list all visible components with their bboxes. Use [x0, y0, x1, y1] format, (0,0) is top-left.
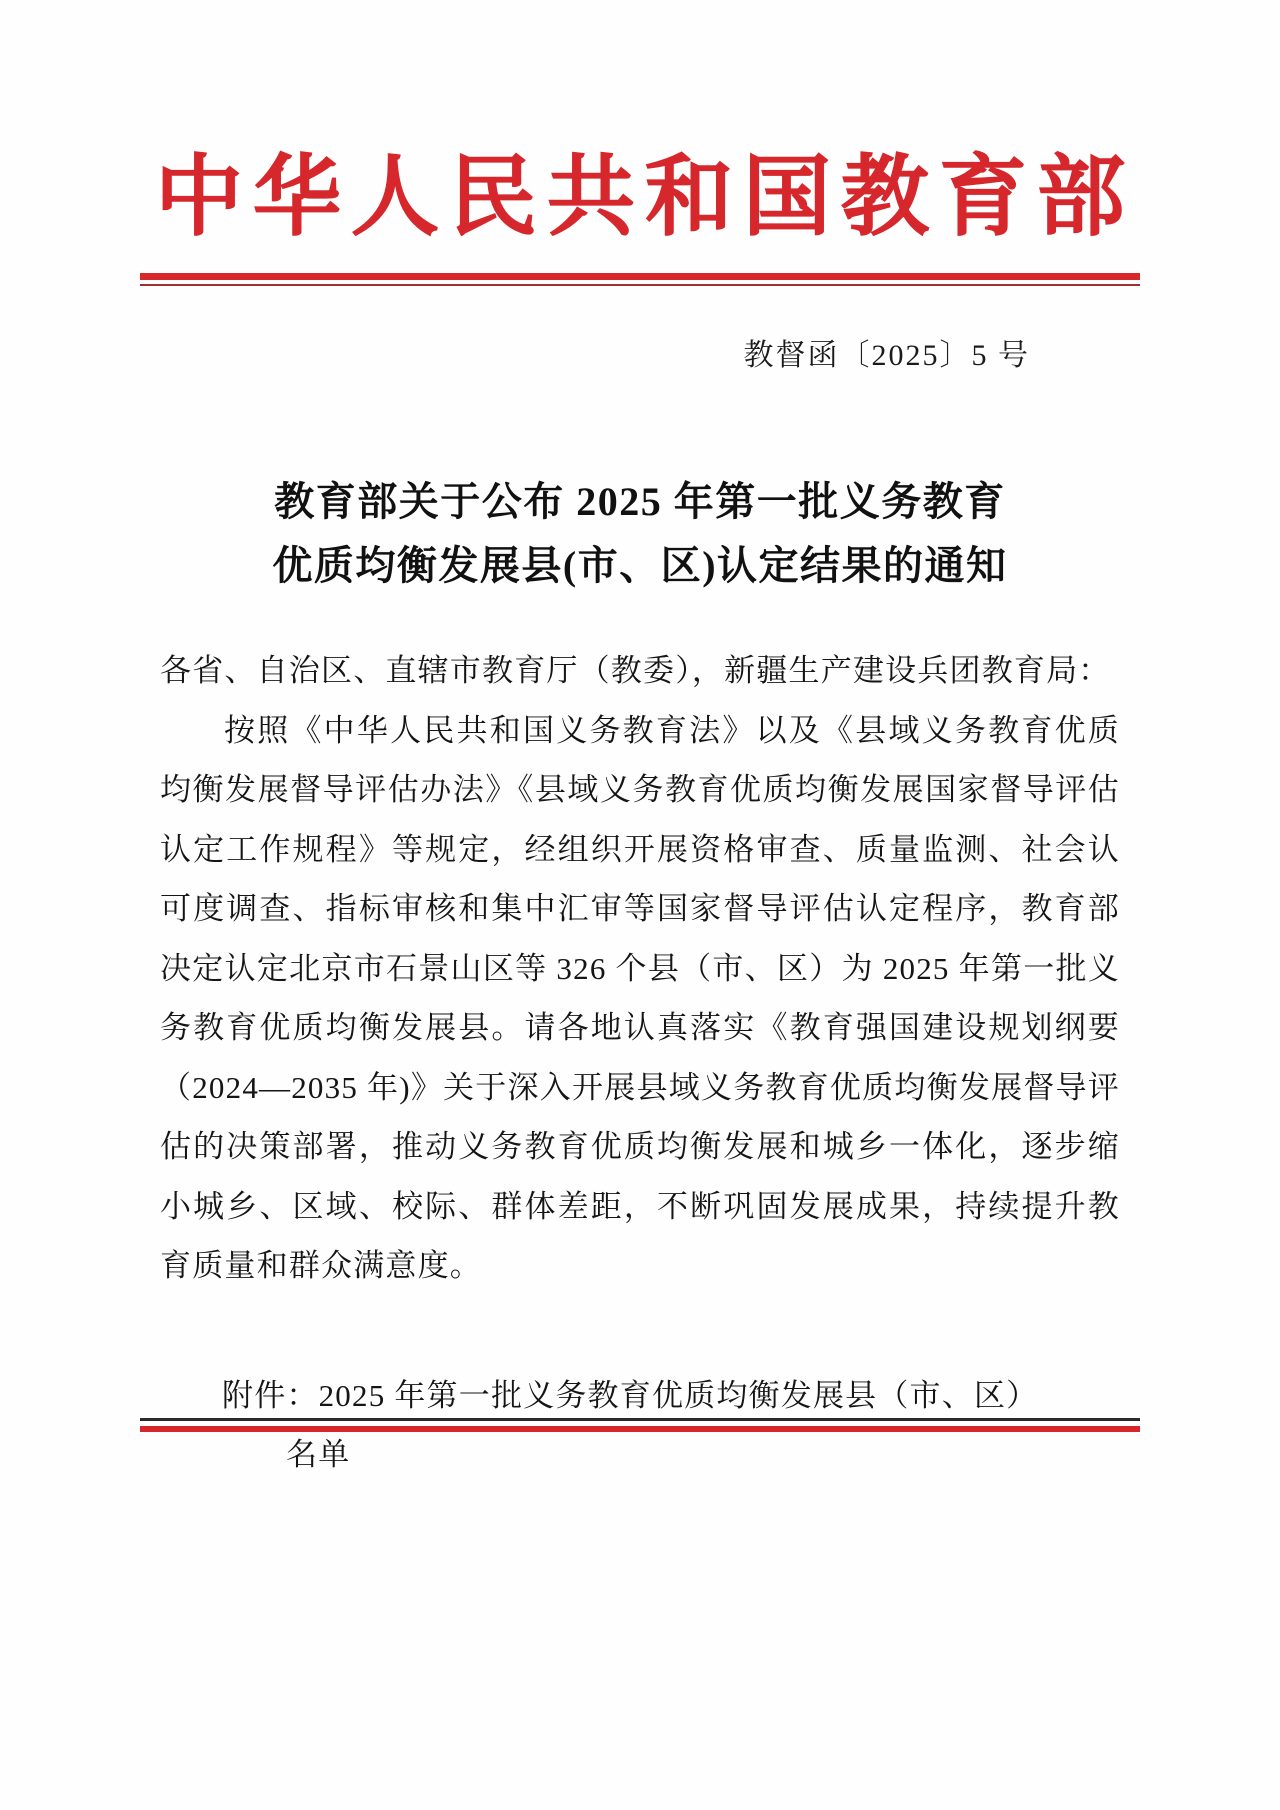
letterhead-separator	[140, 273, 1140, 286]
document-number: 教督函〔2025〕5 号	[743, 338, 1030, 372]
attachment-line-1: 附件：2025 年第一批义务教育优质均衡发展县（市、区）	[222, 1377, 1039, 1413]
document-title	[150, 374, 1130, 600]
footer-red-rule	[140, 1426, 1140, 1432]
addressee-line: 各省、自治区、直辖市教育厅（教委），新疆生产建设兵团教育局：	[160, 653, 1111, 689]
issuing-organization-title: 中华人民共和国教育部	[154, 150, 1135, 247]
body-paragraph-1: 按照《中华人民共和国义务教育法》以及《县域义务教育优质均衡发展督导评估办法》《县域义务教育优质均衡发展国家督导评估认定工作规程》等规定，经组织开展资格审查、质量监测、社会认可度调查、指标审核和集中汇审等国家督导评估认定程序，教育部决定认定北京市石景山区等 326 个县（市、区）为 2025 年第一批义务教育优质均衡发展县。请各地认真落实《教育强国建设规划纲要（2024—2035 年)》关于深入开展县域义务教育优质均衡发展督导评估的决策部署，推动义务教育优质均衡发展和城乡一体化，逐步缩小城乡、区域、校际、群体差距，不断巩固发展成果，持续提升教育质量和群众满意度。	[160, 712, 1120, 1284]
document-title-line-1: 教育部关于公布 2025 年第一批义务教育	[274, 478, 1006, 524]
document-number-row	[140, 286, 1140, 374]
document-title-line-2: 优质均衡发展县(市、区)认定结果的通知	[272, 543, 1008, 589]
separator-thick-rule	[140, 273, 1140, 280]
document-body	[160, 599, 1120, 1485]
footer-separator	[140, 1418, 1140, 1432]
attachment-line-2: 名单	[286, 1437, 351, 1473]
letterhead	[140, 0, 1140, 249]
